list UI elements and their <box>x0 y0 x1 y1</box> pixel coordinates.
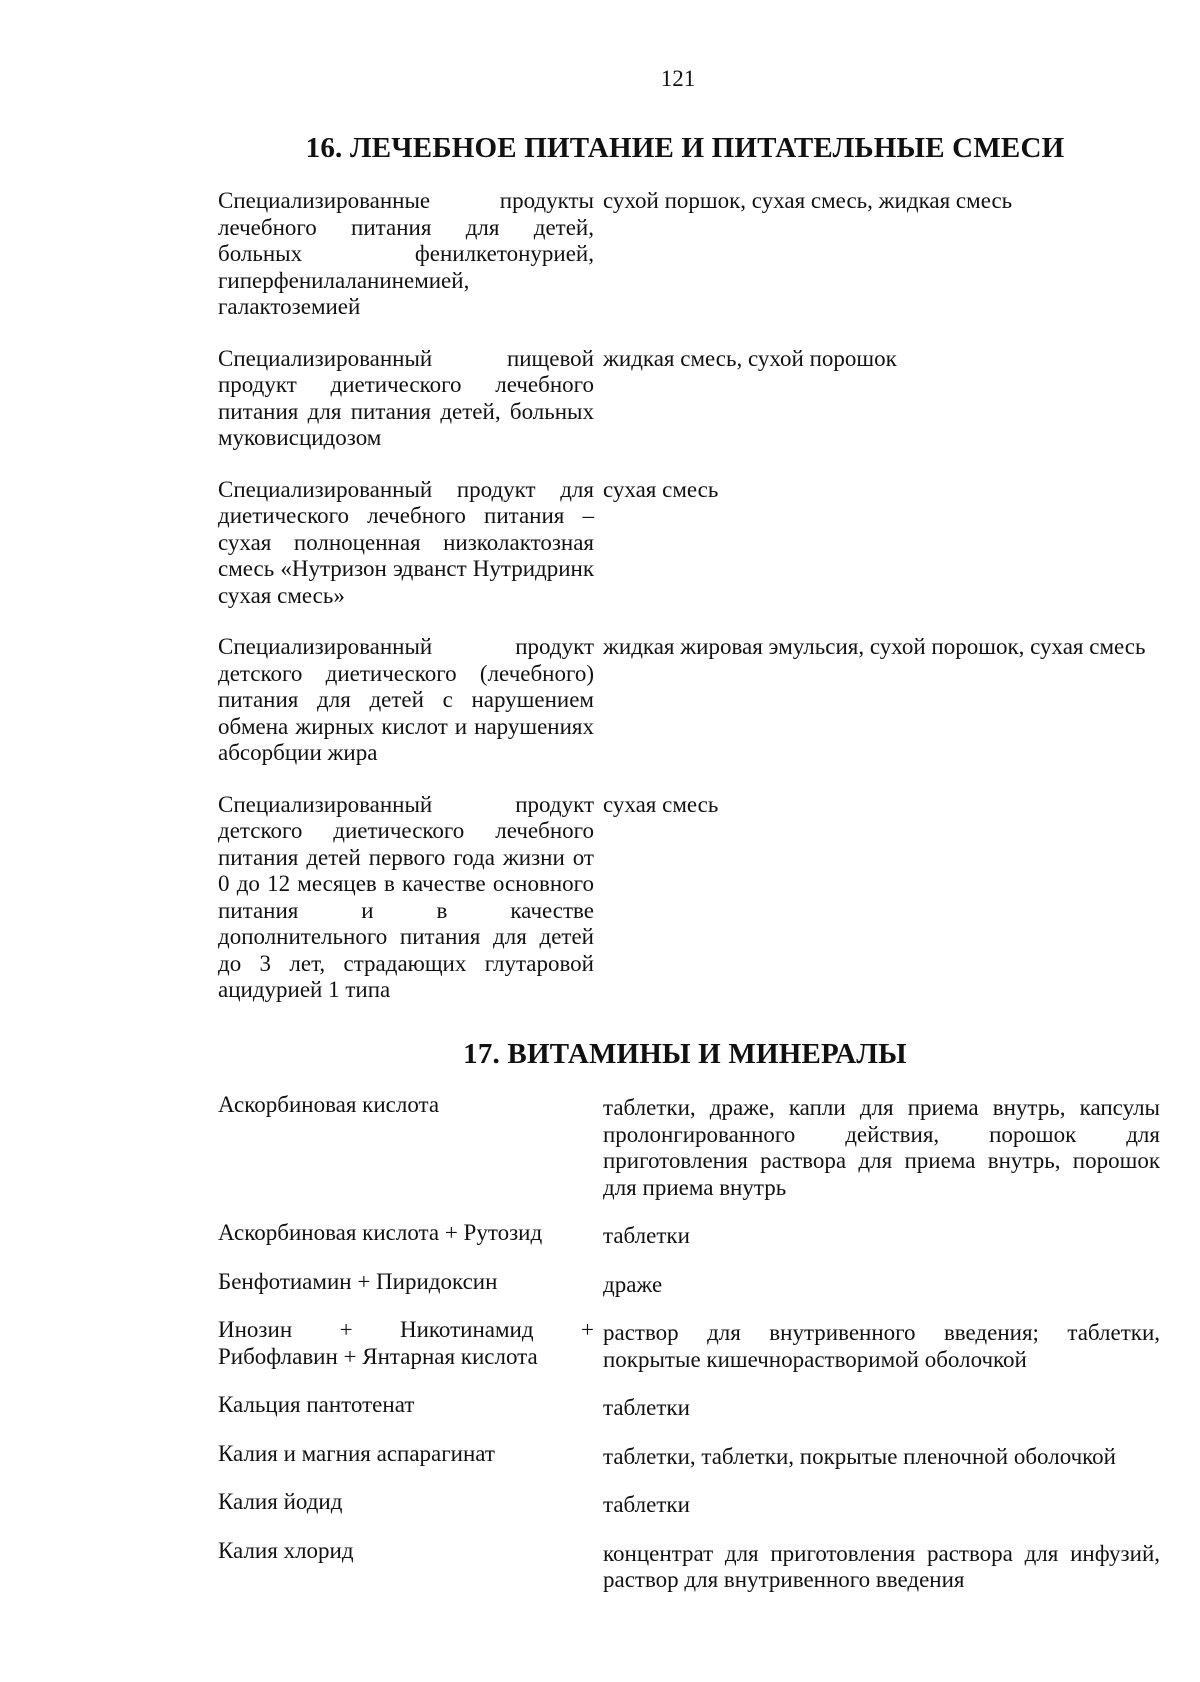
entry-row <box>218 1317 1160 1373</box>
product-name: Специализированный продукт детского диетического лечебного питания детей первого года жизни от 0 до 12 месяцев в качестве основного питания и в качестве дополнительного питания для детей до 3 лет, страдающих глутаровой ацидурией 1 типа <box>218 791 594 1002</box>
entry-row <box>218 1269 1160 1299</box>
dosage-forms: жидкая жировая эмульсия, сухой порошок, сухая смесь <box>603 634 1146 659</box>
drug-name: Бенфотиамин + Пиридоксин <box>218 1268 498 1294</box>
section-17-entries <box>218 1092 1160 1613</box>
entry-row <box>218 1220 1160 1250</box>
dosage-forms: жидкая смесь, сухой порошок <box>603 345 897 371</box>
entry-row <box>218 634 1160 767</box>
drug-name: Аскорбиновая кислота + Рутозид <box>218 1220 543 1245</box>
section-16-title: 16. ЛЕЧЕБНОЕ ПИТАНИЕ И ПИТАТЕЛЬНЫЕ СМЕСИ <box>305 132 1065 164</box>
dosage-forms: таблетки <box>603 1223 690 1248</box>
drug-name: Кальция пантотенат <box>218 1392 415 1417</box>
section-17-title: 17. ВИТАМИНЫ И МИНЕРАЛЫ <box>463 1038 907 1070</box>
dosage-forms: сухая смесь <box>603 476 719 502</box>
dosage-forms: сухой поршок, сухая смесь, жидкая смесь <box>603 188 1013 213</box>
entry-row <box>218 1538 1160 1594</box>
entry-row <box>218 1441 1160 1471</box>
page-number: 121 <box>660 66 696 91</box>
dosage-forms: таблетки, таблетки, покрытые пленочной оболочкой <box>603 1443 1116 1469</box>
entry-row <box>218 477 1160 610</box>
drug-name: Инозин + Никотинамид + Рибофлавин + Янтарная кислота <box>218 1317 594 1369</box>
drug-name: Калия хлорид <box>218 1537 354 1563</box>
dosage-forms: концентрат для приготовления раствора для инфузий, раствор для внутривенного введения <box>603 1540 1160 1592</box>
product-name: Специализированный пищевой продукт диетического лечебного питания для питания детей, больных муковисцидозом <box>218 345 594 450</box>
entry-row <box>218 346 1160 452</box>
drug-name: Калия и магния аспарагинат <box>218 1440 495 1466</box>
dosage-forms: раствор для внутривенного введения; таблетки, покрытые кишечнорастворимой оболочкой <box>603 1320 1160 1372</box>
drug-name: Калия йодид <box>218 1489 343 1514</box>
entry-row <box>218 188 1160 321</box>
dosage-forms: таблетки, драже, капли для приема внутрь, капсулы пролонгированного действия, порошок для приготовления раствора для приема внутрь, порошок для приема внутрь <box>603 1095 1160 1200</box>
dosage-forms: драже <box>603 1271 663 1297</box>
entry-row <box>218 1489 1160 1519</box>
entry-row <box>218 1092 1160 1201</box>
dosage-forms: таблетки <box>603 1492 690 1517</box>
dosage-forms: сухая смесь <box>603 791 719 817</box>
product-name: Специализированный продукт детского диетического (лечебного) питания для детей с нарушением обмена жирных кислот и нарушениях абсорбции жира <box>218 634 594 765</box>
entry-row <box>218 792 1160 1004</box>
section-16-entries <box>218 188 1160 1029</box>
entry-row <box>218 1392 1160 1422</box>
dosage-forms: таблетки <box>603 1395 690 1420</box>
product-name: Специализированный продукт для диетического лечебного питания – сухая полноценная низколактозная смесь «Нутризон эдванст Нутридринк сухая смесь» <box>218 476 594 608</box>
drug-name: Аскорбиновая кислота <box>218 1092 440 1117</box>
product-name: Специализированные продукты лечебного питания для детей, больных фенилкетонурией, гиперфенилаланинемией, галактоземией <box>218 188 594 319</box>
